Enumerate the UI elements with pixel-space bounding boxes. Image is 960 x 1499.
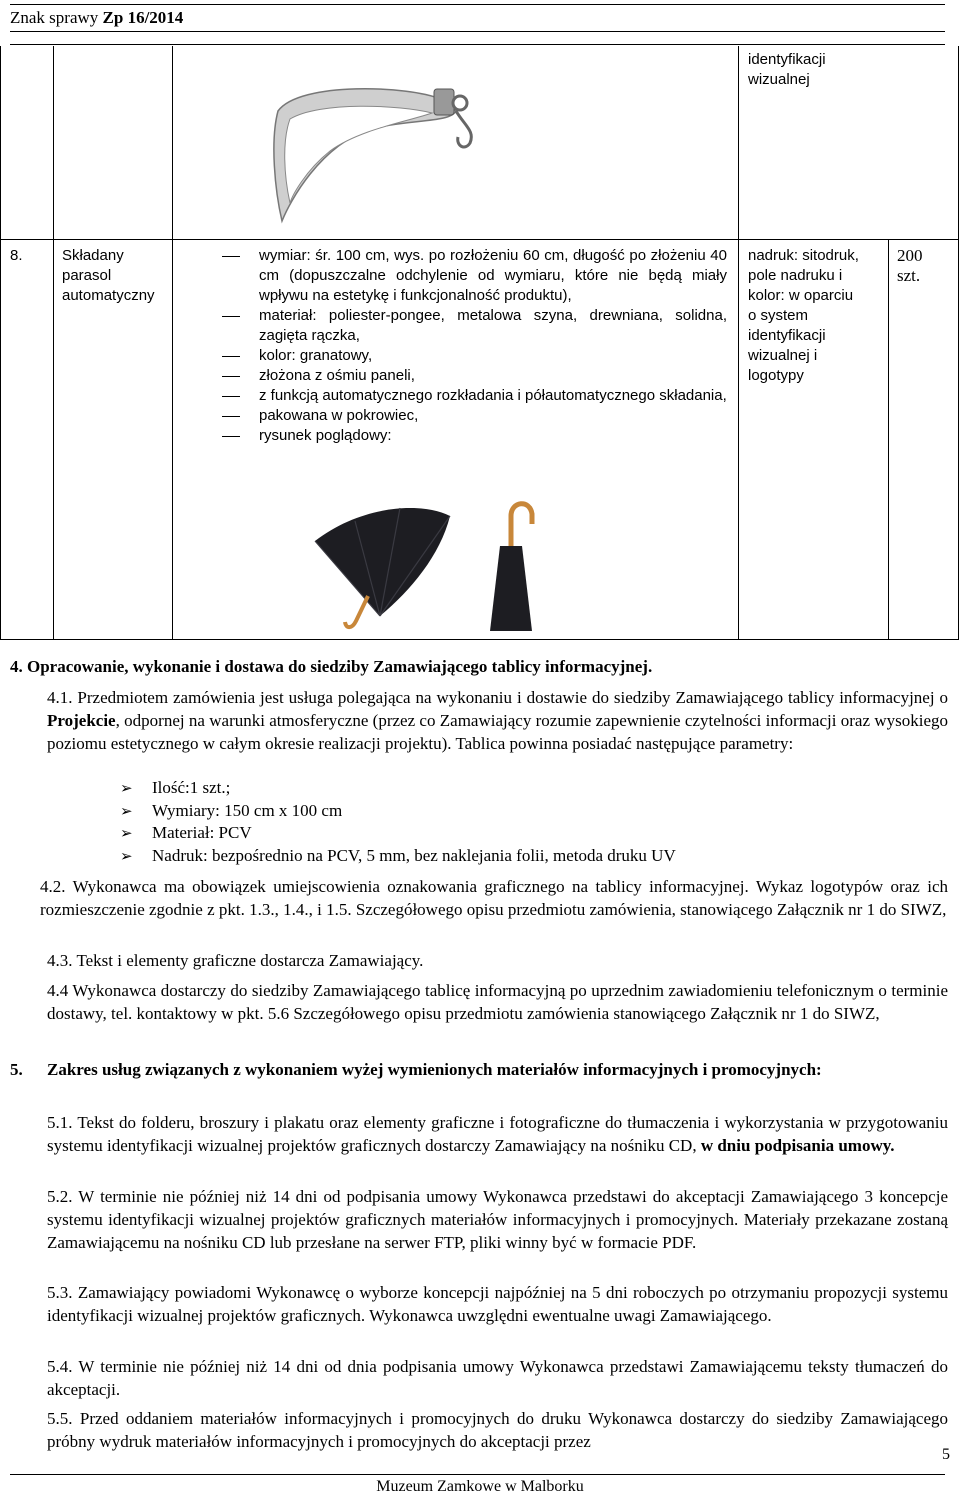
table-border bbox=[172, 46, 173, 640]
footer-institution: Muzeum Zamkowe w Malborku bbox=[376, 1478, 584, 1495]
table-border bbox=[738, 46, 739, 640]
table-border bbox=[0, 46, 1, 640]
section-5-heading: Zakres usług związanych z wykonaniem wyżej wymienionych materiałów informacyjnych i promocyjnych: bbox=[47, 1060, 822, 1079]
table-border bbox=[53, 46, 54, 640]
footer-divider bbox=[10, 1474, 945, 1475]
header-case-number: Zp 16/2014 bbox=[102, 8, 184, 27]
table-border bbox=[888, 240, 889, 640]
paragraph-4-2: 4.2. Wykonawca ma obowiązek umiejscowienia oznakowania graficznego na tablicy informacyjnej. Wykaz logotypów oraz ich rozmieszczenie zgodnie z pkt. 1.3., 1.4., i 1.5. Szczegółowego opisu przedmiotu zamówienia, stanowiącego Załącznik nr 1 do SIWZ, bbox=[40, 877, 948, 919]
product-table bbox=[0, 46, 959, 640]
parameter-item: ➢ Nadruk: bezpośrednio na PCV, 5 mm, bez naklejania folii, metoda druku UV bbox=[120, 845, 676, 868]
paragraph-4-3: 4.3. Tekst i elementy graficzne dostarcza Zamawiający. bbox=[47, 951, 424, 970]
paragraph-5-4: 5.4. W terminie nie później niż 14 dni od dnia podpisania umowy Wykonawca przedstawi Zamawiającemu teksty tłumaczeń do akceptacji. bbox=[47, 1357, 948, 1399]
print-details: nadruk: sitodruk, pole nadruku i kolor: w oparciu o system identyfikacji wizualnej i logotypy bbox=[748, 247, 859, 384]
parameter-item: ➢ Materiał: PCV bbox=[120, 822, 676, 845]
umbrella-image bbox=[300, 496, 620, 636]
spec-item: kolor: granatowy, bbox=[222, 346, 727, 366]
parameter-item: ➢ Ilość:1 szt.; bbox=[120, 777, 676, 800]
quantity: 200 szt. bbox=[897, 246, 923, 285]
spec-item: wymiar: śr. 100 cm, wys. po rozłożeniu 60 cm, długość po złożeniu 40 cm (dopuszczalne odchylenie od wymiaru, które nie będą miały wpływu na estetykę i funkcjonalność produktu), bbox=[222, 246, 727, 306]
page-header bbox=[10, 4, 945, 32]
print-method-continued: identyfikacji wizualnej bbox=[748, 51, 826, 88]
section-4-heading: 4. Opracowanie, wykonanie i dostawa do siedziby Zamawiającego tablicy informacyjnej. bbox=[10, 657, 653, 676]
paragraph-5-1: 5.1. Tekst do folderu, broszury i plakatu oraz elementy graficzne i fotograficzne do tłumaczenia i wykorzystania w przygotowaniu systemu identyfikacji wizualnej projektów graficznych dostarczy Zamawiający na nośniku CD, w dniu podpisania umowy. bbox=[47, 1113, 948, 1155]
paragraph-4-1: 4.1. Przedmiotem zamówienia jest usługa polegająca na wykonaniu i dostawie do siedziby Zamawiającego tablicy informacyjnej o Projekcie, odpornej na warunki atmosferyczne (przez co Zamawiający rozumie zapewnienie czytelności informacji oraz wysokiego poziomu estetycznego w całym okresie realizacji projektu). Tablica powinna posiadać następujące parametry: bbox=[47, 688, 948, 753]
table-row-divider bbox=[0, 239, 959, 240]
header-prefix: Znak sprawy bbox=[10, 8, 103, 27]
table-border bbox=[958, 46, 959, 640]
paragraph-5-5: 5.5. Przed oddaniem materiałów informacyjnych i promocyjnych do druku Wykonawca dostarczy do siedziby Zamawiającego próbny wydruk materiałów informacyjnych i promocyjnych do akceptacji przez bbox=[47, 1409, 948, 1451]
spec-item: rysunek poglądowy: bbox=[222, 426, 727, 446]
lanyard-image bbox=[260, 71, 490, 236]
header-divider bbox=[10, 44, 945, 45]
board-parameters-list bbox=[120, 777, 676, 867]
paragraph-5-3: 5.3. Zamawiający powiadomi Wykonawcę o wyborze koncepcji najpóźniej na 5 dni roboczych po otrzymaniu propozycji systemu identyfikacji wizualnej projektów graficznych. Wykonawca uwzględni ewentualne uwagi Zamawiającego. bbox=[47, 1283, 948, 1325]
paragraph-4-4: 4.4 Wykonawca dostarczy do siedziby Zamawiającego tablicę informacyjną po uprzednim zawiadomieniu telefonicznym o terminie dostawy, tel. kontaktowy w pkt. 5.6 Szczegółowego opisu przedmiotu zamówienia stanowiącego Załącznik nr 1 do SIWZ, bbox=[47, 981, 948, 1023]
parameter-item: ➢ Wymiary: 150 cm x 100 cm bbox=[120, 800, 676, 823]
row-number: 8. bbox=[10, 247, 23, 264]
product-name: Składany parasol automatyczny bbox=[62, 247, 155, 304]
product-spec bbox=[222, 246, 727, 446]
table-border bbox=[0, 639, 959, 640]
paragraph-5-2: 5.2. W terminie nie później niż 14 dni od podpisania umowy Wykonawca przedstawi do akceptacji Zamawiającego 3 koncepcje systemu identyfikacji wizualnej projektów graficznych materiałów informacyjnych i promocyjnych. Materiały przekazane zostaną Zamawiającemu na nośniku CD lub przesłane na serwer FTP, pliki winny być w formacie PDF. bbox=[47, 1187, 948, 1252]
spec-item: materiał: poliester-pongee, metalowa szyna, drewniana, solidna, zagięta rączka, bbox=[222, 306, 727, 346]
spec-item: z funkcją automatycznego rozkładania i półautomatycznego składania, bbox=[222, 386, 727, 406]
section-5-number: 5. bbox=[10, 1060, 23, 1079]
spec-item: złożona z ośmiu paneli, bbox=[222, 366, 727, 386]
page-number: 5 bbox=[942, 1446, 950, 1463]
spec-item: pakowana w pokrowiec, bbox=[222, 406, 727, 426]
spec-list bbox=[222, 246, 727, 446]
